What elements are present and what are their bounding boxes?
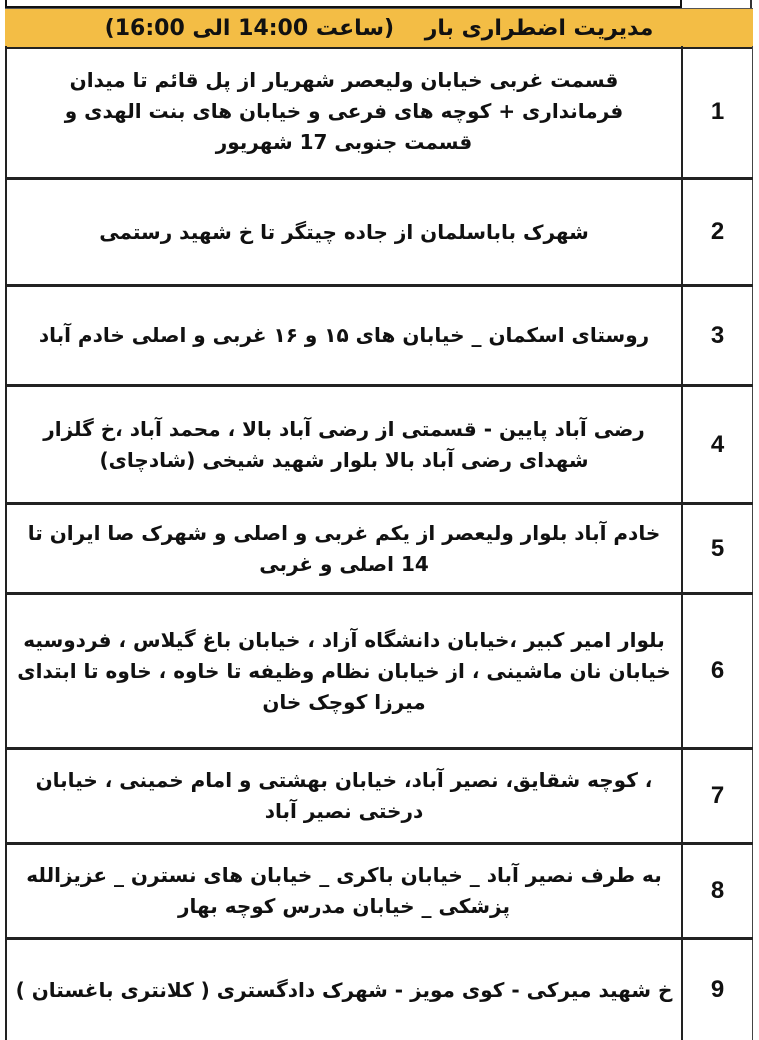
table-row bbox=[5, 750, 753, 845]
row-number: 7 bbox=[681, 750, 753, 842]
row-areas: قسمت غربی خیابان ولیعصر شهریار از پل قائم تا میدان فرمانداری + کوچه های فرعی و خیابان های بنت الهدی و قسمت جنوبی 17 شهریور bbox=[5, 46, 681, 177]
table-row bbox=[5, 180, 753, 287]
row-number: 8 bbox=[681, 845, 753, 937]
row-areas: ، کوچه شقایق، نصیر آباد، خیابان بهشتی و امام خمینی ، خیابان درختی نصیر آباد bbox=[5, 750, 681, 842]
row-areas: روستای اسکمان _ خیابان های ۱۵ و ۱۶ غربی و اصلی خادم آباد bbox=[5, 287, 681, 384]
table-row bbox=[5, 505, 753, 595]
table-row bbox=[5, 595, 753, 750]
table-row bbox=[5, 46, 753, 180]
row-number: 9 bbox=[681, 940, 753, 1040]
row-areas: رضی آباد پایین - قسمتی از رضی آباد بالا ، محمد آباد ،خ گلزار شهدای رضی آباد بالا بلوار شهید شیخی (شادچای) bbox=[5, 387, 681, 502]
row-areas: خادم آباد بلوار ولیعصر از یکم غربی و اصلی و شهرک صا ایران تا 14 اصلی و غربی bbox=[5, 505, 681, 592]
previous-row-number-cell bbox=[678, 0, 752, 8]
row-number: 4 bbox=[681, 387, 753, 502]
row-number: 2 bbox=[681, 180, 753, 284]
row-number: 1 bbox=[681, 46, 753, 177]
row-number: 3 bbox=[681, 287, 753, 384]
row-number: 6 bbox=[681, 595, 753, 747]
table-row bbox=[5, 845, 753, 940]
table-header bbox=[5, 8, 753, 49]
table-row bbox=[5, 940, 753, 1040]
row-areas: بلوار امیر کبیر ،خیابان دانشگاه آزاد ، خیابان باغ گیلاس ، فردوسیه خیابان نان ماشینی ، از خیابان نظام وظیفه تا خاوه ، خاوه تا ابتدای میرزا کوچک خان bbox=[5, 595, 681, 747]
row-number: 5 bbox=[681, 505, 753, 592]
row-areas: خ شهید میرکی - کوی مویز - شهرک دادگستری ( کلانتری باغستان ) bbox=[5, 940, 681, 1040]
table-row bbox=[5, 387, 753, 505]
previous-row-fragment bbox=[5, 0, 753, 8]
table-row bbox=[5, 287, 753, 387]
header-title: مدیریت اضطراری بار (ساعت 14:00 الی 16:00) bbox=[104, 15, 654, 41]
row-areas: شهرک باباسلمان از جاده چیتگر تا خ شهید رستمی bbox=[5, 180, 681, 284]
row-areas: به طرف نصیر آباد _ خیابان باکری _ خیابان های نسترن _ عزیزالله پزشکی _ خیابان مدرس کوچه بهار bbox=[5, 845, 681, 937]
previous-row-text-cell bbox=[5, 0, 682, 8]
